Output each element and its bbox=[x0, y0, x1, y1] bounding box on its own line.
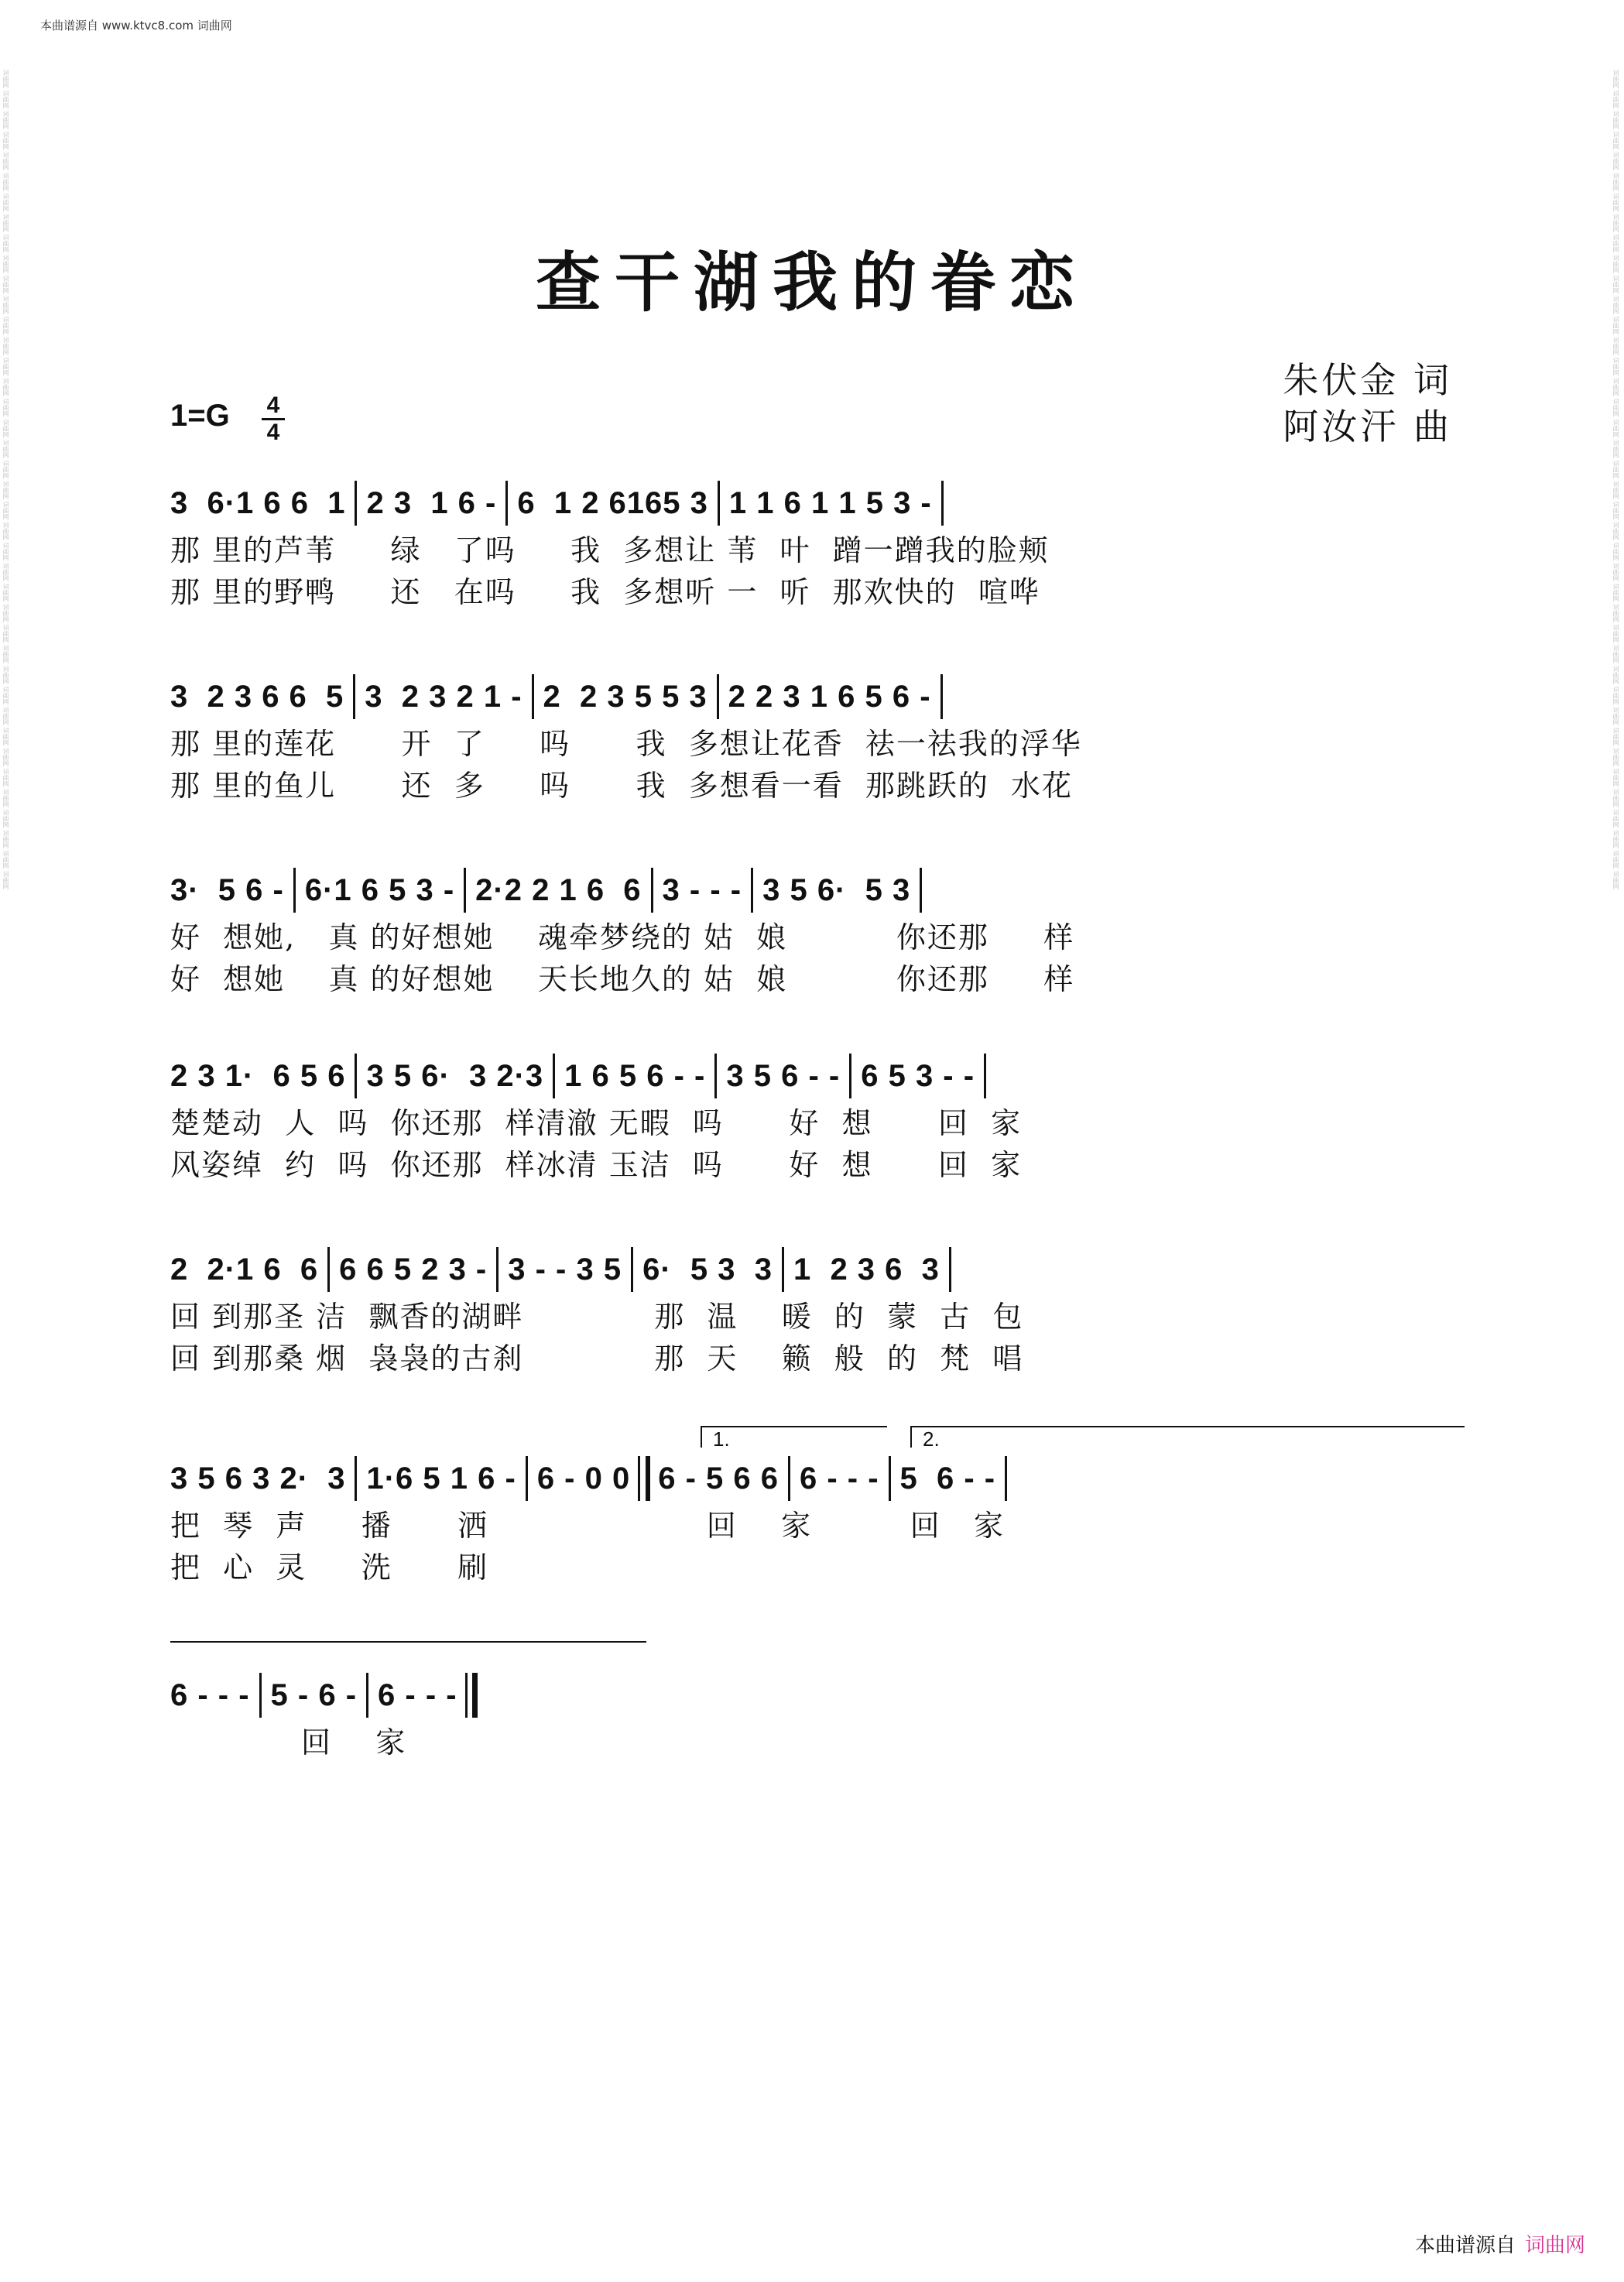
barline bbox=[889, 1456, 891, 1501]
measure: 6 6 5 2 3 - bbox=[339, 1252, 488, 1287]
notes-row bbox=[170, 1246, 1455, 1293]
barline bbox=[751, 868, 753, 913]
barline bbox=[464, 868, 466, 913]
measure: 5 6 - - bbox=[899, 1461, 996, 1496]
time-signature-bottom: 4 bbox=[266, 420, 280, 445]
barline bbox=[782, 1247, 784, 1292]
barline bbox=[526, 1456, 528, 1501]
notes-row bbox=[170, 1455, 1455, 1502]
lyricist-credit: 朱伏金 词 bbox=[1283, 359, 1452, 401]
measure: 1 6 5 6 - - bbox=[564, 1058, 706, 1093]
measure: 3 2 3 6 6 5 bbox=[170, 679, 344, 714]
measure: 3 5 6· 5 3 bbox=[762, 872, 911, 907]
barline bbox=[714, 1054, 717, 1098]
barline bbox=[651, 868, 653, 913]
right-edge-watermark: 词曲网 词曲网 词曲网 词曲网 词曲网 词曲网 词曲网 词曲网 词曲网 词曲网 词曲网 词曲网 词曲网 词曲网 词曲网 词曲网 词曲网 词曲网 词曲网 词曲网 词曲网 词曲网 词曲网 词曲网 词曲网 词曲网 词曲网 词曲网 词曲网 词曲网 词曲网 词曲网 词曲网 词曲网 词曲网 词曲网 词曲网 词曲网 词曲网 词曲网 bbox=[1612, 70, 1619, 890]
barline bbox=[293, 868, 296, 913]
lyric-verse-2: 那 里的野鸭 还 在吗 我 多想听 一 听 那欢快的 喧哗 bbox=[170, 574, 1040, 609]
volta-first-ending: 1. bbox=[701, 1426, 887, 1448]
lyric-verse-1: 把 琴 声 播 洒 回 家 回 家 bbox=[170, 1508, 1006, 1543]
song-title: 查干湖我的眷恋 bbox=[535, 244, 1088, 320]
barline bbox=[366, 1673, 368, 1718]
notes-row bbox=[170, 1672, 1455, 1718]
barline bbox=[1005, 1456, 1007, 1501]
lyric-verse-1: 回 家 bbox=[170, 1725, 407, 1759]
footer-site-link[interactable]: 词曲网 bbox=[1524, 2234, 1585, 2257]
barline bbox=[355, 481, 357, 526]
barline bbox=[355, 1054, 357, 1098]
measure: 6 - 5 6 6 bbox=[658, 1461, 779, 1496]
measure: 3 5 6 - - bbox=[726, 1058, 841, 1093]
lyric-verse-2: 好 想她 真 的好想她 天长地久的 姑 娘 你还那 样 bbox=[170, 961, 1075, 996]
measure: 3 2 3 2 1 - bbox=[365, 679, 522, 714]
notes-row bbox=[170, 1053, 1455, 1099]
measure: 6 - - - bbox=[170, 1677, 250, 1712]
measure: 6· 5 3 3 bbox=[642, 1252, 773, 1287]
footer-source-label: 本曲谱源自 bbox=[1414, 2234, 1516, 2257]
measure: 1 1 6 1 1 5 3 - bbox=[728, 485, 932, 520]
measure: 2 2 3 5 5 3 bbox=[543, 679, 708, 714]
barline bbox=[920, 868, 922, 913]
barline bbox=[849, 1054, 851, 1098]
lyric-verse-1: 回 到那圣 洁 飘香的湖畔 那 温 暖 的 蒙 古 包 bbox=[170, 1299, 1024, 1334]
score-system-3 bbox=[170, 867, 1455, 997]
measure: 3 5 6· 3 2·3 bbox=[366, 1058, 544, 1093]
time-signature bbox=[262, 392, 285, 445]
measure: 3 - - - bbox=[662, 872, 742, 907]
barline bbox=[984, 1054, 986, 1098]
final-barline bbox=[465, 1673, 473, 1718]
measure: 6 5 3 - - bbox=[861, 1058, 975, 1093]
notes-row bbox=[170, 867, 1455, 913]
score-system-5 bbox=[170, 1246, 1455, 1376]
notes-row bbox=[170, 673, 1455, 720]
score-system-2 bbox=[170, 673, 1455, 803]
measure: 2·2 2 1 6 6 bbox=[475, 872, 642, 907]
lyric-verse-1: 那 里的莲花 开 了 吗 我 多想让花香 祛一祛我的浮华 bbox=[170, 726, 1082, 761]
score-system-6 bbox=[170, 1455, 1455, 1585]
measure: 2 3 1 6 - bbox=[366, 485, 497, 520]
measure: 3 5 6 3 2· 3 bbox=[170, 1461, 346, 1496]
lyric-verse-1: 好 想她, 真 的好想她 魂牵梦绕的 姑 娘 你还那 样 bbox=[170, 920, 1075, 954]
measure: 3· 5 6 - bbox=[170, 872, 284, 907]
measure: 2 2 3 1 6 5 6 - bbox=[728, 679, 931, 714]
barline bbox=[949, 1247, 951, 1292]
lyric-verse-2: 那 里的鱼儿 还 多 吗 我 多想看一看 那跳跃的 水花 bbox=[170, 768, 1074, 803]
measure: 3 6·1 6 6 1 bbox=[170, 485, 346, 520]
barline bbox=[327, 1247, 330, 1292]
barline bbox=[532, 674, 534, 719]
barline bbox=[717, 674, 719, 719]
measure: 6 - 0 0 bbox=[536, 1461, 631, 1496]
measure: 6 1 2 6165 3 bbox=[517, 485, 708, 520]
left-edge-watermark: 词曲网 词曲网 词曲网 词曲网 词曲网 词曲网 词曲网 词曲网 词曲网 词曲网 词曲网 词曲网 词曲网 词曲网 词曲网 词曲网 词曲网 词曲网 词曲网 词曲网 词曲网 词曲网 词曲网 词曲网 词曲网 词曲网 词曲网 词曲网 词曲网 词曲网 词曲网 词曲网 词曲网 词曲网 词曲网 词曲网 词曲网 词曲网 词曲网 词曲网 bbox=[2, 70, 9, 890]
measure: 6 - - - bbox=[378, 1677, 457, 1712]
measure: 1·6 5 1 6 - bbox=[366, 1461, 516, 1496]
barline bbox=[553, 1054, 555, 1098]
lyric-verse-2: 回 到那桑 烟 袅袅的古刹 那 天 籁 般 的 梵 唱 bbox=[170, 1341, 1024, 1376]
lyric-verse-2: 把 心 灵 洗 刷 bbox=[170, 1550, 489, 1585]
repeat-end-barline bbox=[638, 1456, 650, 1501]
barline bbox=[788, 1456, 790, 1501]
barline bbox=[496, 1247, 499, 1292]
composer-credit: 阿汝汗 曲 bbox=[1283, 406, 1452, 447]
barline bbox=[940, 674, 943, 719]
lyric-verse-1: 那 里的芦苇 绿 了吗 我 多想让 苇 叶 蹭一蹭我的脸颊 bbox=[170, 533, 1050, 567]
time-signature-top: 4 bbox=[266, 392, 280, 418]
measure: 2 2·1 6 6 bbox=[170, 1252, 319, 1287]
barline bbox=[355, 1456, 357, 1501]
measure: 6·1 6 5 3 - bbox=[304, 872, 455, 907]
measure: 3 - - 3 5 bbox=[508, 1252, 622, 1287]
lyric-verse-1: 楚楚动 人 吗 你还那 样清澈 无暇 吗 好 想 回 家 bbox=[170, 1105, 1023, 1140]
barline bbox=[505, 481, 508, 526]
measure: 2 3 1· 6 5 6 bbox=[170, 1058, 346, 1093]
barline bbox=[353, 674, 355, 719]
measure: 5 - 6 - bbox=[270, 1677, 358, 1712]
score-system-7 bbox=[170, 1672, 1455, 1760]
barline bbox=[259, 1673, 262, 1718]
barline bbox=[631, 1247, 633, 1292]
source-header: 本曲谱源自 www.ktvc8.com 词曲网 bbox=[40, 19, 232, 33]
barline bbox=[718, 481, 720, 526]
notes-row bbox=[170, 480, 1455, 526]
measure: 1 2 3 6 3 bbox=[793, 1252, 940, 1287]
continuation-line bbox=[170, 1641, 646, 1643]
barline bbox=[941, 481, 944, 526]
lyric-verse-2: 风姿绰 约 吗 你还那 样冰清 玉洁 吗 好 想 回 家 bbox=[170, 1147, 1023, 1182]
score-system-1 bbox=[170, 480, 1455, 610]
volta-second-ending: 2. bbox=[910, 1426, 1465, 1448]
footer-source bbox=[1415, 2229, 1585, 2258]
measure: 6 - - - bbox=[799, 1461, 879, 1496]
score-system-4 bbox=[170, 1053, 1455, 1183]
key-signature: 1=G bbox=[170, 399, 230, 433]
